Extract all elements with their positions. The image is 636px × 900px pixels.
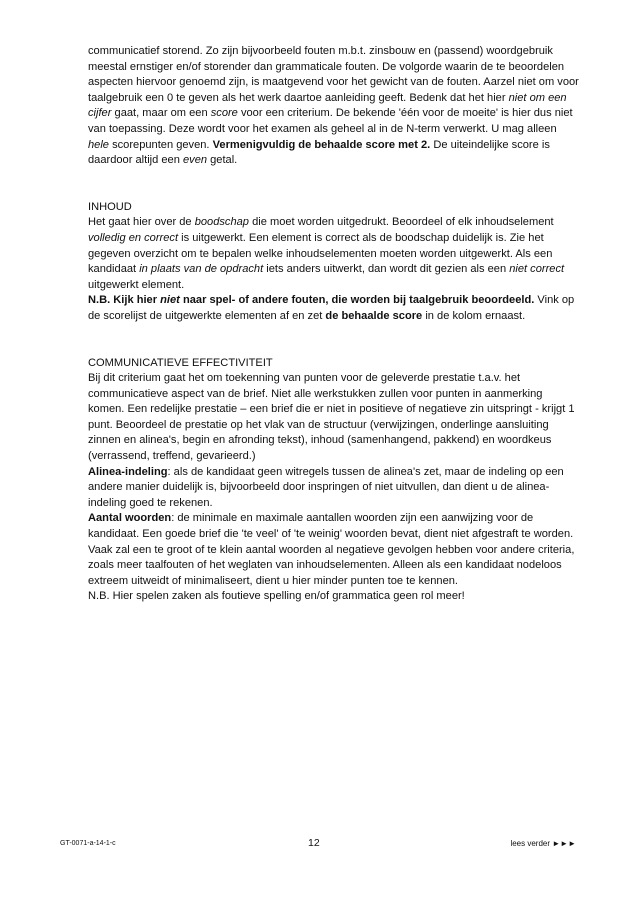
aantal-woorden-paragraph	[88, 511, 580, 589]
continue-indicator: lees verder ►►►	[510, 839, 576, 848]
text-run: De uiteindelijke score is daardoor altijd een	[88, 138, 550, 167]
bold-text: de behaalde score	[325, 309, 423, 322]
emphasis: niet om een cijfer	[88, 91, 567, 120]
section-gap	[88, 325, 580, 356]
text-run: getal.	[207, 154, 238, 167]
text-run: die moet worden uitgedrukt. Beoordeel of elk inhoudselement	[248, 216, 554, 229]
text-run: is uitgewerkt. Een element is correct als de boodschap duidelijk is. Zie het gegeven overzicht om te bepalen welke inhoudselementen moeten worden uitgewerkt. Als een kandidaat	[88, 231, 553, 276]
text-run: voor een criterium. De bekende 'één voor de moeite' is hier dus niet van toepassing. Deze wordt voor het examen als geheel al in de N-term verwerkt. U mag alleen	[88, 107, 573, 135]
bold-text: N.B. Kijk hier	[88, 294, 161, 307]
page-footer	[0, 837, 636, 851]
text-run: gaat, maar om een	[111, 107, 211, 120]
document-code: GT-0071-a-14-1-c	[60, 840, 116, 847]
text-run: uitgewerkt element.	[88, 278, 185, 291]
text-run: scorepunten geven.	[108, 138, 213, 151]
inhoud-paragraph	[88, 215, 580, 293]
emphasis: volledig en correct	[88, 231, 179, 244]
text-run: Het gaat hier over de	[88, 216, 195, 229]
text-run: iets anders uitwerkt, dan wordt dit gezien als een	[263, 263, 510, 276]
bold-label: Aantal woorden	[88, 512, 172, 525]
intro-paragraph	[88, 44, 580, 169]
bold-emphasis: niet	[160, 294, 180, 307]
emphasis: in plaats van de opdracht	[139, 263, 264, 276]
section-heading-communicatieve-effectiviteit: COMMUNICATIEVE EFFECTIVITEIT	[88, 356, 273, 369]
emphasis: boodschap	[194, 216, 249, 229]
text-run: in de kolom ernaast.	[422, 309, 526, 322]
section-gap	[88, 169, 580, 200]
inhoud-note	[88, 293, 580, 324]
bold-instruction: Vermenigvuldig de behaalde score met 2.	[212, 138, 431, 151]
page-number: 12	[308, 837, 320, 849]
emphasis: score	[210, 107, 238, 120]
emphasis: niet correct	[509, 263, 565, 276]
section-heading-inhoud: INHOUD	[88, 200, 132, 213]
text-run: Vink op de scorelijst de uitgewerkte elementen af en zet	[88, 294, 575, 322]
alinea-indeling-paragraph	[88, 465, 580, 512]
text-run: : als de kandidaat geen witregels tussen de alinea's zet, maar de indeling op een andere manier duidelijk is, bijvoorbeeld door inspringen of niet uitvullen, dan dient u de alinea-indeling goed te rekenen.	[88, 465, 564, 509]
comm-note: N.B. Hier spelen zaken als foutieve spelling en/of grammatica geen rol meer!	[88, 590, 465, 603]
text-run: : de minimale en maximale aantallen woorden zijn een aanwijzing voor de kandidaat. Een goede brief die 'te veel' of 'te weinig' woorden bevat, dient niet afgestraft te worden. Vaak zal een te groot of te klein aantal woorden al negatieve gevolgen hebben voor andere criteria, zoals meer taalfouten of het weglaten van inhoudselementen. Alleen als een kandidaat nodeloos extreem uitweidt of minimaliseert, dient u hier minder punten toe te kennen.	[88, 512, 575, 587]
comm-paragraph: Bij dit criterium gaat het om toekenning van punten voor de geleverde prestatie t.a.v. het communicatieve aspect van de brief. Niet alle werkstukken zullen voor punten in aanmerking komen. Een redelijke prestatie – een brief die er niet in positieve of negatieve zin uitspringt - krijgt 1 punt. Beoordeel de prestatie op het vlak van de structuur (verwijzingen, onderlinge aansluiting zinnen en alinea's, begin en afronding tekst), inhoud (samenhangend, pakkend) en woordkeus (verrassend, treffend, gevarieerd.)	[88, 372, 575, 463]
page-body	[88, 44, 580, 605]
bold-label: Alinea-indeling	[88, 465, 168, 478]
emphasis: hele	[88, 138, 109, 151]
text-run: communicatief storend. Zo zijn bijvoorbeeld fouten m.b.t. zinsbouw en (passend) woordgebruik meestal ernstiger en/of storender dan grammaticale fouten. De volgorde waarin de te beoordelen aspecten hiervoor genoemd zijn, is maatgevend voor het gewicht van de fouten. Aarzel niet om voor taalgebruik een 0 te geven als het werk daartoe aanleiding geeft. Bedenk dat het hier	[88, 45, 579, 104]
emphasis: even	[182, 154, 208, 167]
bold-text: naar spel- of andere fouten, die worden bij taalgebruik beoordeeld.	[179, 294, 535, 307]
